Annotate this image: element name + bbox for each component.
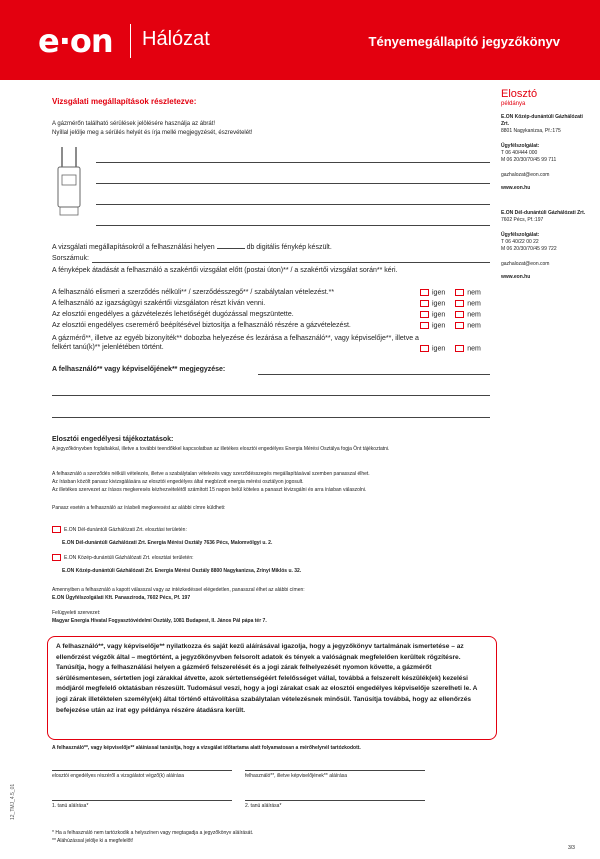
serial-label: Sorszámuk: bbox=[52, 255, 89, 262]
info-option-2-label: E.ON Közép-dunántúli Gázhálózati Zrt. elosztási területén: bbox=[64, 554, 194, 561]
finding-line-3[interactable] bbox=[96, 204, 490, 205]
company2-mobile: M 06 20/30/70/45 99 722 bbox=[501, 246, 557, 252]
info-option-2 bbox=[52, 554, 194, 562]
findings-title: Vizsgálati megállapítások részletezve: bbox=[52, 97, 197, 106]
user-signature-line[interactable] bbox=[245, 770, 425, 771]
witness1-signature-line[interactable] bbox=[52, 800, 232, 801]
no-label: nem bbox=[467, 311, 481, 319]
findings-intro-2: Nyíllal jelölje meg a sérülés helyét és írja mellé megjegyzését, észrevételét! bbox=[52, 130, 253, 136]
no-label: nem bbox=[467, 289, 481, 297]
document-code: 12_TMJ_4.5_01 bbox=[10, 783, 16, 820]
info-p6: Amennyiben a felhasználó a kapott válasszal vagy az intézkedéssel elégedetlen, panasszal élhet az alábbi címen: bbox=[52, 587, 305, 593]
company2-phone: T 06 40/22 00 22 bbox=[501, 239, 539, 245]
company2-address: 7602 Pécs, Pf.:197 bbox=[501, 217, 544, 223]
page-number: 3/3 bbox=[568, 845, 575, 851]
info-p7b: Magyar Energia Hivatal Fogyasztóvédelmi Osztály, 1081 Budapest, II. János Pál pápa tér 7. bbox=[52, 618, 267, 624]
document-title: Tényemegállapító jegyzőkönyv bbox=[368, 34, 560, 49]
company1-mobile: M 06 20/30/70/45 99 711 bbox=[501, 157, 557, 163]
company1-web[interactable]: www.eon.hu bbox=[501, 185, 531, 191]
info-option-2-address: E.ON Közép-dunántúli Gázhálózati Zrt. Energia Mérési Osztály 8800 Nagykanizsa, Zrínyi Miklós u. 32. bbox=[62, 568, 302, 574]
brand-name: Hálózat bbox=[142, 28, 210, 50]
question-3: Az elosztói engedélyes a gázvételezés lehetőségét dugózással megszüntette. bbox=[52, 311, 294, 318]
yes-label: igen bbox=[432, 311, 446, 319]
user-signature-label: felhasználó**, illetve képviselőjének** aláírása bbox=[245, 773, 348, 779]
company1-address: 8801 Nagykanizsa, Pf.:175 bbox=[501, 128, 561, 134]
q5-no-checkbox[interactable] bbox=[455, 345, 464, 352]
q5-options bbox=[420, 345, 481, 352]
question-4: Az elosztói engedélyes cseremérő beépítésével biztosítja a felhasználó részére a gázvételezést. bbox=[52, 322, 351, 329]
remark-line-2[interactable] bbox=[52, 395, 490, 396]
declaration-box-text: A felhasználó**, vagy képviselője** nyilatkozza és saját kezű aláírásával igazolja, hogy a jegyzőkönyv tartalmának ismertetése – az ellenőrzést végzők által – megtörtént, a jegyzőkönyvben felsorolt adatok és tények a valóságnak megfelelően kerültek rögzítésre. Tanúsítja, hogy a felhasználási helyen a gázmérő felszerelését és a jogi zárak felhelyezését nyomon követte, a gázmérőt sérülésmentesen, sértetlen jogi zárakkal átvette, azok sértetlenségéért felelősséget vállal, továbbá a felszerelt készülék(ek) kezelési módjáról megfelelő oktatásban részesült. Tudomásul veszi, hogy a jogi zárakat csak az elosztói engedélyes képviselője szerelheti le. A jogi zárak illetéktelen személy(ek) által történő eltávolítása szabálytalan vételezésnek minősül. Tanúsítja továbbá, hogy az ellenőrzés befejezése után az irat egy példánya részére átadásra került. bbox=[56, 643, 478, 714]
info-p7: Felügyeleti szervezet: bbox=[52, 610, 101, 616]
company1-name: E.ON Közép-dunántúli Gázhálózati Zrt. bbox=[501, 114, 583, 127]
witness2-signature-line[interactable] bbox=[245, 800, 425, 801]
company2-web[interactable]: www.eon.hu bbox=[501, 274, 531, 280]
distributor-signature-line[interactable] bbox=[52, 770, 232, 771]
info-option-1-label: E.ON Dél-dunántúli Gázhálózati Zrt. elosztási területén: bbox=[64, 526, 187, 533]
photo-count-field[interactable] bbox=[217, 248, 245, 249]
q4-no-checkbox[interactable] bbox=[455, 322, 464, 329]
presence-declaration: A felhasználó**, vagy képviselője** aláírással tanúsítja, hogy a vizsgálat időtartama alatt folyamatosan a mérőhelynél tartózkodott. bbox=[52, 745, 361, 751]
q5-yes-checkbox[interactable] bbox=[420, 345, 429, 352]
witness2-label: 2. tanú aláírása* bbox=[245, 803, 282, 809]
sidebar-title: Elosztó bbox=[501, 88, 538, 100]
remark-label: A felhasználó** vagy képviselőjének** megjegyzése: bbox=[52, 366, 226, 373]
findings-intro-1: A gázmérőn található sérülések jelölésére használja az ábrát! bbox=[52, 121, 216, 127]
finding-line-2[interactable] bbox=[96, 183, 490, 184]
no-label: nem bbox=[467, 322, 481, 330]
eon-logo: e·on bbox=[38, 22, 113, 60]
q3-no-checkbox[interactable] bbox=[455, 311, 464, 318]
company1-email[interactable]: gazhalozat@eon.com bbox=[501, 172, 550, 178]
info-p1: A jegyzőkönyvben foglaltakkal, illetve a további teendőkkel kapcsolatban az illetékes elosztói engedélyes Energia Mérési Osztálya fogja Önt tájékoztatni. bbox=[52, 446, 390, 452]
q1-yes-checkbox[interactable] bbox=[420, 289, 429, 296]
yes-label: igen bbox=[432, 300, 446, 308]
info-option-1 bbox=[52, 526, 187, 534]
no-label: nem bbox=[467, 300, 481, 308]
question-1: A felhasználó elismeri a szerződés nélküli** / szerződésszegő** / szabálytalan vételezést.** bbox=[52, 289, 335, 296]
photos-text bbox=[52, 243, 332, 252]
info-p2: A felhasználó a szerződés nélküli vételezés, illetve a szabálytalan vételezés vagy szerződésszegés megállapításával szemben panasszal élhet. bbox=[52, 471, 370, 477]
q3-options bbox=[420, 311, 481, 318]
option-2-checkbox[interactable] bbox=[52, 554, 61, 561]
sidebar bbox=[501, 88, 591, 281]
info-p6b: E.ON Ügyfélszolgálati Kft. Panasziroda, 7602 Pécs, Pf. 197 bbox=[52, 595, 191, 601]
q4-options bbox=[420, 322, 481, 329]
question-2: A felhasználó az igazságügyi szakértői vizsgálaton részt kíván venni. bbox=[52, 300, 266, 307]
finding-line-1[interactable] bbox=[96, 162, 490, 163]
company1-phone: T 06 40/444 000 bbox=[501, 150, 538, 156]
q1-no-checkbox[interactable] bbox=[455, 289, 464, 296]
sidebar-subtitle: példánya bbox=[501, 101, 526, 107]
question-5: A gázmérő**, illetve az egyéb bizonyíték** dobozba helyezése és lezárása a felhasználó**, vagy képviselője**, illetve a felkért tanú(k)** jelenlétében történt. bbox=[52, 335, 419, 351]
info-p4: Az illetékes szervezet az írásos megkeresés kézhezvételétől számított 15 napon belül köteles a panaszt kivizsgálni és arra írásban válaszolni. bbox=[52, 487, 367, 493]
q2-yes-checkbox[interactable] bbox=[420, 300, 429, 307]
finding-line-4[interactable] bbox=[96, 225, 490, 226]
footnote-1: * Ha a felhasználó nem tartózkodik a helyszínen vagy megtagadja a jegyzőkönyv aláírását. bbox=[52, 830, 254, 836]
q2-options bbox=[420, 300, 481, 307]
photos-text-post: db digitális fénykép készült. bbox=[246, 244, 332, 251]
info-p5: Panasz esetén a felhasználó az írásbeli megkeresést az alábbi címre küldheti: bbox=[52, 505, 226, 511]
yes-label: igen bbox=[432, 322, 446, 330]
q4-yes-checkbox[interactable] bbox=[420, 322, 429, 329]
company2-name: E.ON Dél-dunántúli Gázhálózati Zrt. bbox=[501, 210, 586, 216]
footnote-2: ** Aláhúzással jelölje ki a megfelelőt! bbox=[52, 838, 134, 844]
company1-service-label: Ügyfélszolgálat: bbox=[501, 143, 540, 149]
q1-options bbox=[420, 289, 481, 296]
yes-label: igen bbox=[432, 289, 446, 297]
info-title: Elosztói engedélyesi tájékoztatások: bbox=[52, 436, 174, 443]
company2-email[interactable]: gazhalozat@eon.com bbox=[501, 261, 550, 267]
info-p3: Az írásban közölt panasz kivizsgálására az elosztói engedélyes által megbízott energia mérési osztályon jogosult. bbox=[52, 479, 304, 485]
remark-line-3[interactable] bbox=[52, 417, 490, 418]
photos-handover: A fényképek átadását a felhasználó a szakértői vizsgálat előtt (postai úton)** / a szakértői vizsgálat során** kéri. bbox=[52, 267, 398, 274]
logo-divider bbox=[130, 24, 131, 58]
info-option-1-address: E.ON Dél-dunántúli Gázhálózati Zrt. Energia Mérési Osztály 7636 Pécs, Malomvölgyi u. 2. bbox=[62, 540, 273, 546]
page-header bbox=[0, 0, 600, 80]
serial-field[interactable] bbox=[92, 262, 490, 263]
company2-service-label: Ügyfélszolgálat: bbox=[501, 232, 540, 238]
gas-meter-icon bbox=[52, 145, 86, 220]
remark-line-1[interactable] bbox=[258, 374, 490, 375]
no-label: nem bbox=[467, 345, 481, 353]
q2-no-checkbox[interactable] bbox=[455, 300, 464, 307]
witness1-label: 1. tanú aláírása* bbox=[52, 803, 89, 809]
declaration-box bbox=[47, 636, 497, 740]
distributor-signature-label: elosztói engedélyes részéről a vizsgálatot végző(k) aláírása bbox=[52, 773, 185, 779]
yes-label: igen bbox=[432, 345, 446, 353]
photos-text-pre: A vizsgálati megállapításokról a felhasználási helyen bbox=[52, 244, 215, 251]
option-1-checkbox[interactable] bbox=[52, 526, 61, 533]
q3-yes-checkbox[interactable] bbox=[420, 311, 429, 318]
